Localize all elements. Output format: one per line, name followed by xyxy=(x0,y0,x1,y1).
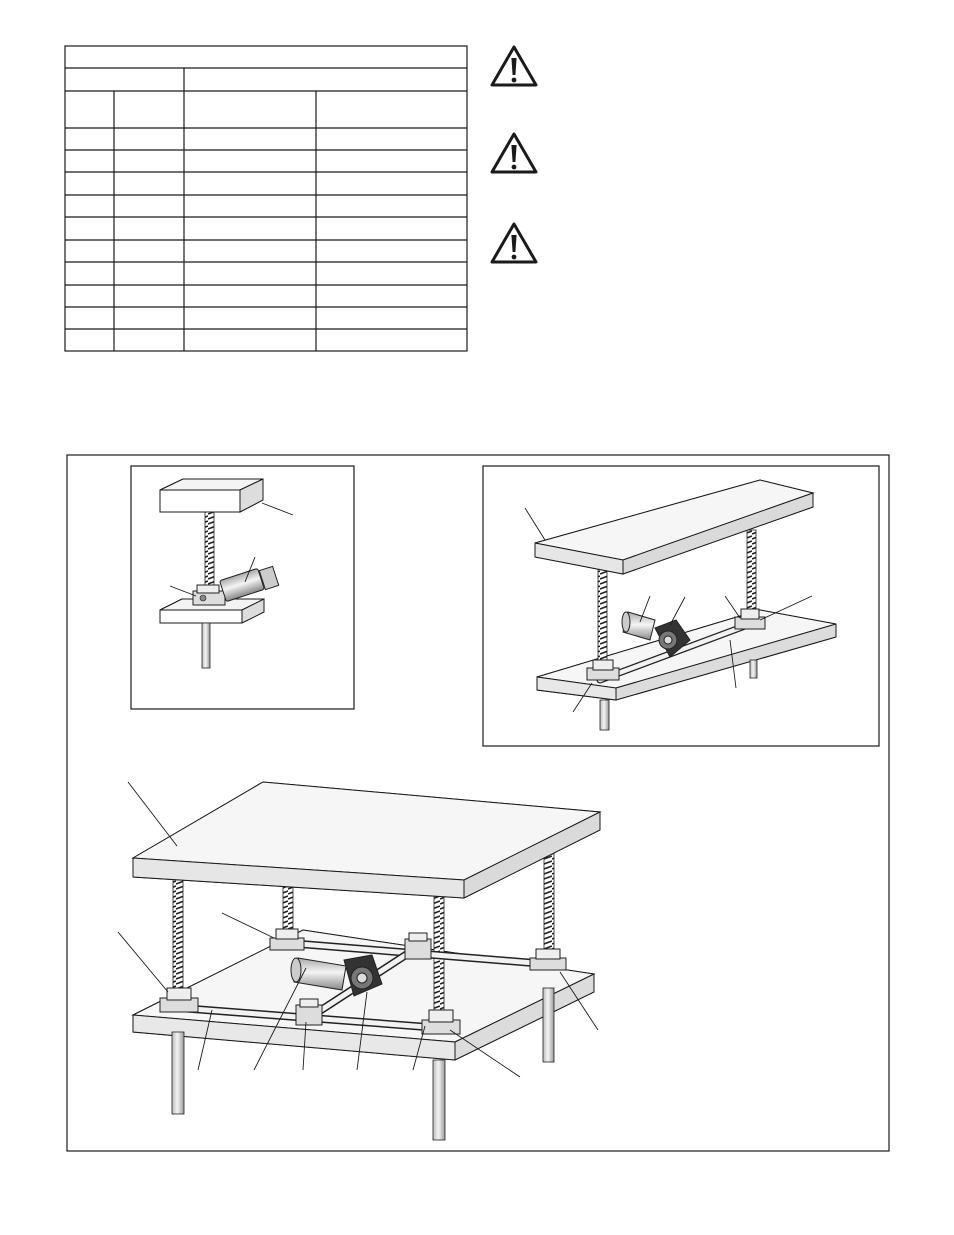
warning-triangle-icon xyxy=(492,224,536,262)
warning-triangle-icon xyxy=(492,47,536,85)
warning-triangle-icon xyxy=(492,134,536,172)
single-jack-figure xyxy=(131,466,354,709)
two-jack-figure xyxy=(483,466,879,746)
four-jack-figure xyxy=(118,782,600,1140)
spec-table xyxy=(65,46,467,351)
